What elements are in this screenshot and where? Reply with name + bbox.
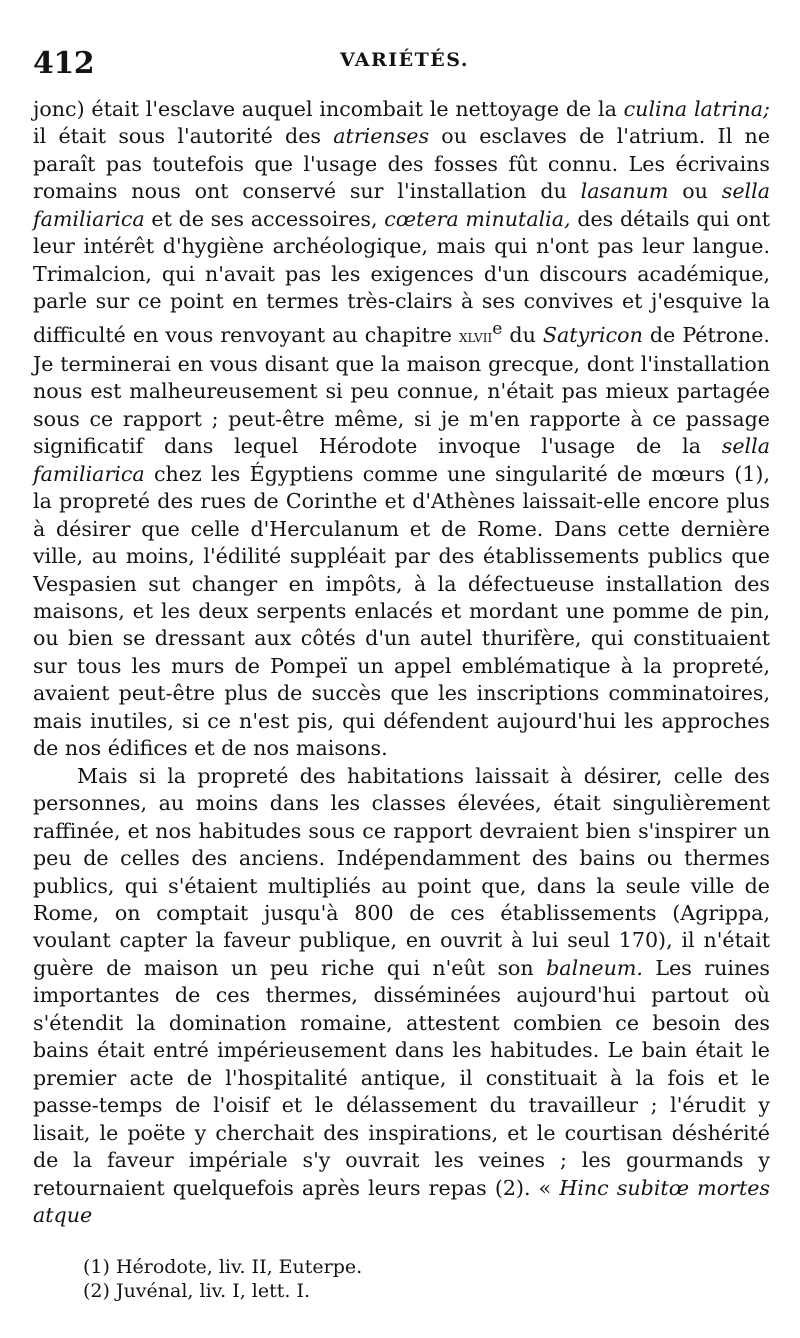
italic-text: culina latrina; [623,97,770,121]
footnotes [83,1256,362,1303]
text-run: des détails qui ont leur intérêt d'hygiène archéologique, mais qui n'ont pas leur langue. Trimalcion, qui n'avait pas les exigences d'un discours académique, parle sur ce point en termes très-clairs à ses convives et j'esquive la difficulté en vous renvoyant au chapitre [33,206,771,347]
italic-text: cœtera minutalia, [384,206,571,231]
paragraph-1 [33,96,770,763]
text-run: du [502,322,543,347]
page-number: 412 [33,46,95,81]
footnote-2: (2) Juvénal, liv. I, lett. I. [83,1279,311,1302]
italic-text: Satyricon [542,322,643,347]
text-run: Mais si la propreté des habitations laissait à désirer, celle des personnes, au moins dans les classes élevées, était singulièrement raffinée, et nos habitudes sous ce rapport devraient bien s'inspirer un peu de celles des anciens. Indépendamment des bains ou thermes publics, qui s'étaient multipliés au point que, dans la seule ville de Rome, on comptait jusqu'à 800 de ces établissements (Agrippa, voulant capter la faveur publique, en ouvrit à lui seul 170), il n'était guère de maison un peu riche qui n'eût son [33,763,770,980]
italic-text: sella familiarica [33,434,770,486]
page-header [33,40,770,96]
text-run: chez les Égyptiens comme une singularité de mœurs (1), la propreté des rues de Corinthe et d'Athènes laissait-elle encore plus à désirer que celle d'Herculanum et de Rome. Dans cette dernière ville, au moins, l'édilité suppléait par des établissements publics que Vespasien sut changer en impôts, à la défectueuse installation des maisons, et les deux serpents enlacés et mordant une pomme de pin, ou bien se dressant aux côtés d'un autel thurifère, qui constituaient sur tous les murs de Pompeï un appel emblématique à la propreté, avaient peut-être plus de succès que les inscriptions comminatoires, mais inutiles, si ce n'est pis, qui défendent aujourd'hui les approches de nos édifices et de nos maisons. [33,461,770,761]
text-run: et de ses accessoires, [144,206,385,231]
text-run: Les ruines importantes de ces thermes, disséminées aujourd'hui partout où s'étendit la domination romaine, attestent combien ce besoin des bains était entré impérieusement dans les habitudes. Le bain était le premier acte de l'hospitalité antique, il constituait à la fois et le passe-temps de l'oisif et le délassement du travailleur ; l'érudit y lisait, le poëte y cherchait des inspirations, et le courtisan déshérité de la faveur impériale s'y ouvrait les veines ; les gourmands y retournaient quelquefois après leurs repas (2). « [33,955,770,1200]
body-text [33,96,770,1229]
text-run: il était sous l'autorité des [33,124,334,149]
superscript: e [492,318,503,339]
text-run: jonc) était l'esclave auquel incombait le nettoyage de la [33,97,624,121]
text-run: ou [668,179,722,204]
italic-text: balneum. [546,955,643,980]
italic-text: lasanum [580,179,669,204]
italic-text: sella familiarica [33,179,770,231]
text-run: ou esclaves de l'atrium. Il ne paraît pas toutefois que l'usage des fosses fût connu. Les écrivains romains nous ont conservé sur l'installation du [33,124,771,204]
italic-text: Hinc subitœ mortes atque [33,1175,770,1227]
paragraph-2 [33,763,770,1230]
footnote-1: (1) Hérodote, liv. II, Euterpe. [83,1256,363,1278]
text-run: de Pétrone. Je terminerai en vous disant que la maison grecque, dont l'installation nous est malheureusement si peu connue, n'était pas mieux partagée sous ce rapport ; peut-être même, si je m'en rapporte à ce passage significatif dans lequel Hérodote invoque l'usage de la [33,322,770,459]
italic-text: atrienses [333,124,430,149]
running-title: VARIÉTÉS. [340,49,469,71]
text-run: xlvii [458,326,493,347]
